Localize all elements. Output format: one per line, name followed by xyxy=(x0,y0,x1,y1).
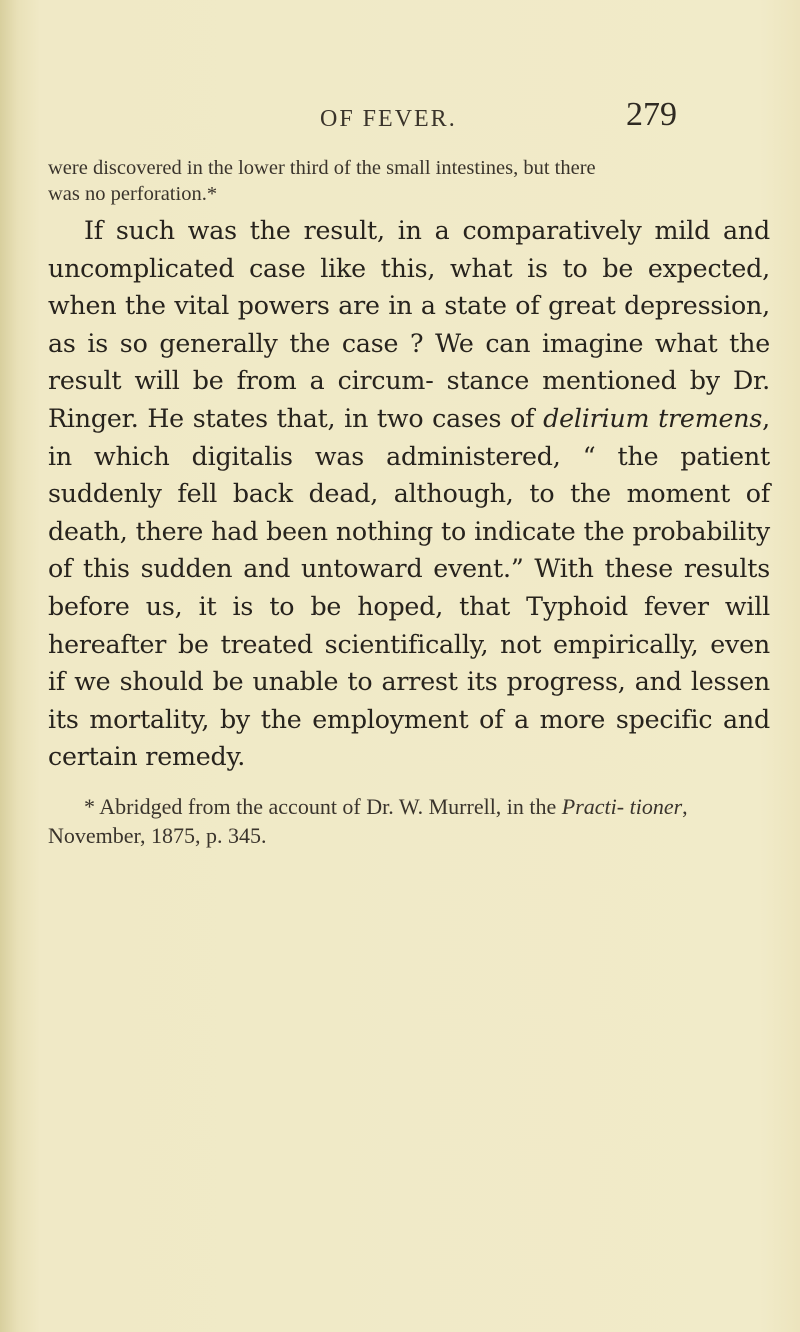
paragraph-text-2: , in which digitalis was administered, “ the patient suddenly fell back dead, although, to the moment of death, there had been nothing to indicate the probability of this sudden and untoward event.” With these results before us, it is to be hoped, that Typhoid fever will hereafter be treated scientifically, not empirically, even if we should be unable to arrest its progress, and lessen its mortality, by the employment of a more specific and certain remedy. xyxy=(48,403,770,772)
footnote-italic-journal: Practi- tioner xyxy=(561,794,683,819)
footnote-text-2: , November, 1875, p. 345. xyxy=(48,794,688,848)
paragraph-body xyxy=(48,212,770,776)
footnote-text-1: * Abridged from the account of Dr. W. Murrell, in the xyxy=(84,794,562,819)
running-title: OF FEVER. xyxy=(320,106,457,132)
paragraph-italic-term: delirium tremens xyxy=(543,403,763,433)
continuation-line-2: was no perforation.* xyxy=(48,183,218,205)
main-paragraph xyxy=(48,212,770,776)
footnote-body xyxy=(48,792,770,850)
running-head xyxy=(0,96,800,146)
paragraph-text-1: If such was the result, in a comparatively mild and uncomplicated case like this, what is to be expected, when the vital powers are in a state of great depression, as is so generally the case ? We can imagine what the result will be from a circum- stance mentioned by Dr. Ringer. He states that, in two cases of xyxy=(48,216,770,433)
page-number: 279 xyxy=(626,96,677,133)
continuation-text xyxy=(48,155,770,207)
footnote xyxy=(48,792,770,850)
continuation-line-1: were discovered in the lower third of the small intestines, but there xyxy=(48,157,596,179)
